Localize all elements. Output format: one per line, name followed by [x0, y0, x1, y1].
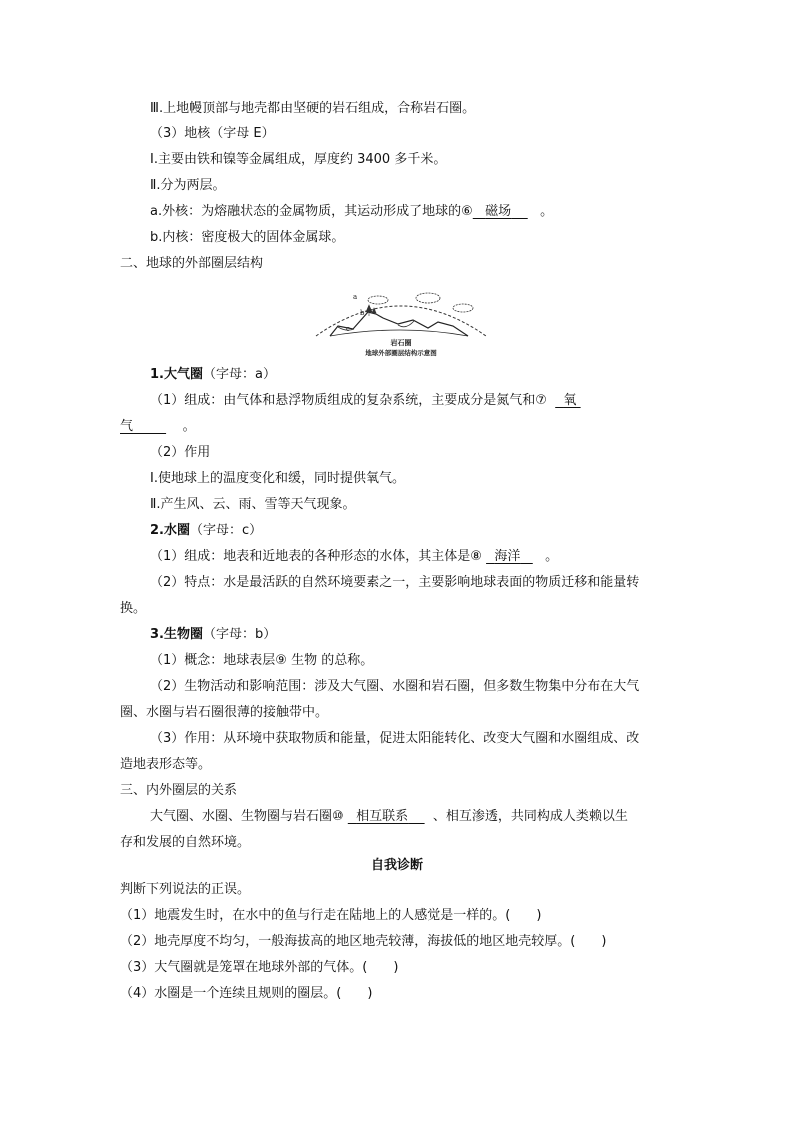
line-text: 大气圈、水圈、生物圈与岩石圈⑩ [150, 809, 344, 824]
answer-blank [120, 419, 166, 434]
outer-spheres-diagram [308, 284, 494, 359]
tree-icon [366, 305, 372, 316]
section-heading: 三、内外圈层的关系 [120, 783, 238, 798]
text-line [150, 652, 373, 670]
text-line: （2）特点：水是最活跃的自然环境要素之一，主要影响地球表面的物质迁移和能量转 [150, 575, 640, 590]
line-text: 。 [540, 204, 554, 219]
cloud-icon [416, 293, 440, 303]
subsection-number: 2.水圈 [150, 523, 190, 538]
text-line: Ⅱ.产生风、云、雨、雪等天气现象。 [150, 497, 356, 512]
text-line: Ⅰ.主要由铁和镍等金属组成，厚度约 3400 多千米。 [150, 152, 447, 167]
question-item: （1）地震发生时，在水中的鱼与行走在陆地上的人感觉是一样的。( ) [120, 908, 542, 923]
subsection-heading [150, 626, 276, 644]
land-surface [330, 312, 468, 336]
subsection-number: 3.生物圈 [150, 627, 203, 642]
text-line: （3）地核（字母 E） [150, 126, 275, 141]
text-line: 圈、水圈与岩石圈很薄的接触带中。 [120, 705, 329, 720]
subsection-tag: （字母：a） [202, 367, 276, 382]
text-line: （2）生物活动和影响范围：涉及大气圈、水圈和岩石圈，但多数生物集中分布在大气 [150, 679, 640, 694]
answer-text: 气 [120, 419, 134, 434]
text-line: 存和发展的自然环境。 [120, 835, 251, 850]
text-line [120, 418, 196, 436]
letter-b-label: b [360, 309, 365, 317]
text-line: Ⅰ.使地球上的温度变化和缓，同时提供氧气。 [150, 471, 405, 486]
letter-c-label: c [346, 325, 350, 333]
line-text: （1）概念：地球表层⑨ [150, 653, 287, 668]
line-text: 的总称。 [321, 653, 374, 668]
subsection-number: 1.大气圈 [150, 367, 203, 382]
answer-text: 磁场 [485, 204, 512, 219]
line-text: 。 [545, 549, 559, 564]
subsection-heading [150, 366, 276, 384]
self-check-title: 自我诊断 [370, 858, 423, 873]
question-item: （4）水圈是一个连续且规则的圈层。( ) [120, 986, 373, 1001]
answer-blank [348, 809, 425, 824]
line-text: a.外核：为熔融状态的金属物质，其运动形成了地球的⑥ [150, 204, 473, 219]
answer-text: 海洋 [494, 549, 521, 564]
line-text: （1）组成：地表和近地表的各种形态的水体，其主体是⑧ [150, 549, 482, 564]
rock-sphere-label: 岩石圈 [390, 338, 412, 347]
text-line: Ⅲ.上地幔顶部与地壳都由坚硬的岩石组成，合称岩石圈。 [150, 101, 476, 116]
rock-layer [330, 330, 468, 336]
subsection-heading [150, 522, 262, 540]
letter-a-label: a [353, 293, 358, 301]
text-line: （3）作用：从环境中获取物质和能量，促进太阳能转化、改变大气圈和水圈组成、改 [150, 731, 640, 746]
text-line [150, 548, 558, 566]
text-line: （2）作用 [150, 445, 211, 460]
text-line [150, 808, 628, 826]
cloud-icon [453, 304, 473, 312]
answer-text: 氧 [563, 393, 577, 408]
question-item: （3）大气圈就是笼罩在地球外部的气体。( ) [120, 960, 399, 975]
text-line: 判断下列说法的正误。 [120, 882, 251, 897]
figure-caption: 地球外部圈层结构示意图 [365, 349, 437, 357]
text-line [150, 203, 553, 221]
text-line: 造地表形态等。 [120, 757, 212, 772]
line-text: （1）组成：由气体和悬浮物质组成的复杂系统，主要成分是氮气和⑦ [150, 393, 547, 408]
answer-blank [555, 393, 580, 408]
text-line: b.内核：密度极大的固体金属球。 [150, 230, 345, 245]
line-text: 。 [182, 419, 196, 434]
text-line: Ⅱ.分为两层。 [150, 178, 226, 193]
answer-text: 生物 [291, 653, 318, 668]
subsection-tag: （字母：b） [202, 627, 277, 642]
text-line: 换。 [120, 601, 147, 616]
answer-blank [473, 204, 528, 219]
cloud-icon [368, 296, 388, 304]
section-heading: 二、地球的外部圈层结构 [120, 256, 264, 271]
text-line [150, 392, 581, 410]
line-text: 、相互渗透，共同构成人类赖以生 [432, 809, 628, 824]
question-item: （2）地壳厚度不均匀，一般海拔高的地区地壳较薄，海拔低的地区地壳较厚。( ) [120, 934, 607, 949]
answer-text: 相互联系 [356, 809, 409, 824]
subsection-tag: （字母：c） [189, 523, 263, 538]
answer-blank [486, 549, 533, 564]
